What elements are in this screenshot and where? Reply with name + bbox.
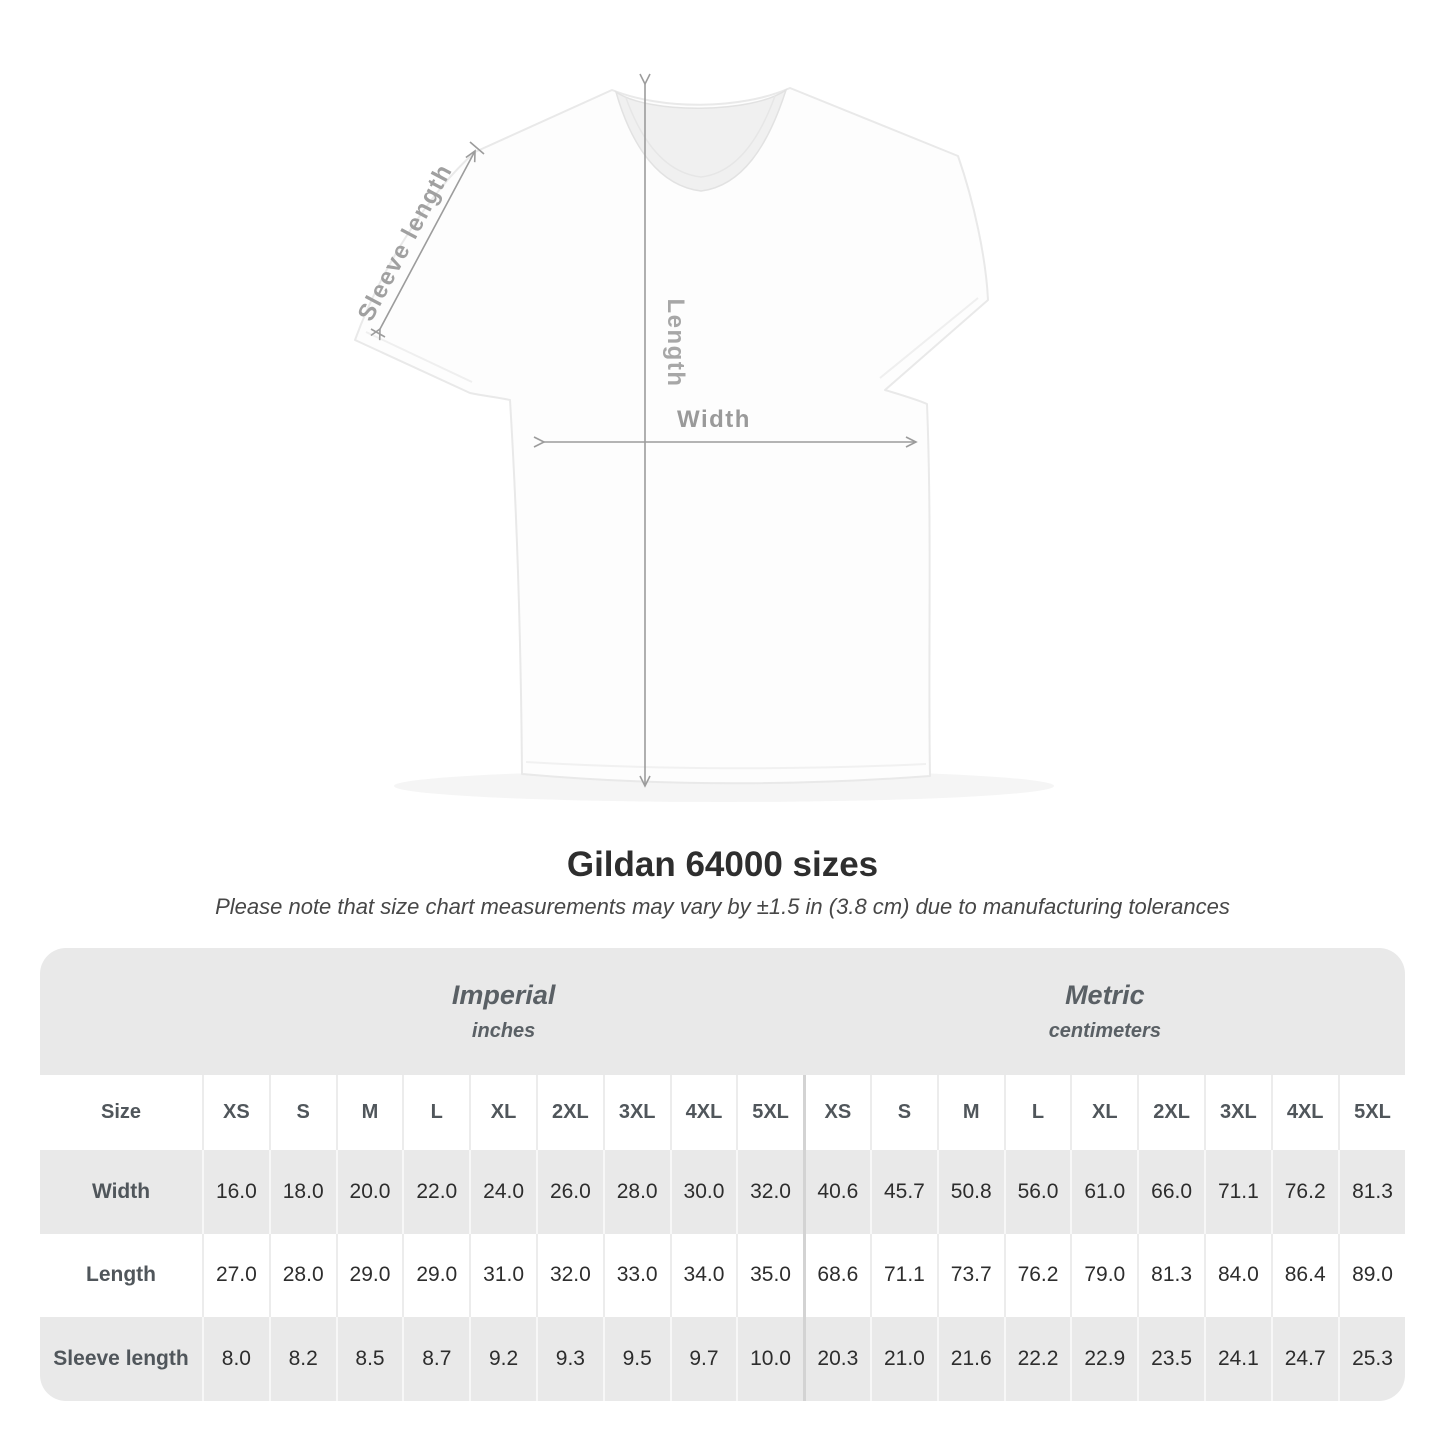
measurement-cell: 8.0 [203, 1317, 270, 1401]
measurement-cell: 31.0 [470, 1234, 537, 1318]
size-col-header: M [337, 1075, 404, 1150]
measurement-cell: 21.6 [938, 1317, 1005, 1401]
size-col-header: 2XL [537, 1075, 604, 1150]
measurement-cell: 76.2 [1005, 1234, 1072, 1318]
tshirt-measurement-diagram [300, 60, 1060, 830]
measurement-cell: 9.7 [671, 1317, 738, 1401]
size-col-header: XL [1071, 1075, 1138, 1150]
measurement-cell: 89.0 [1339, 1234, 1405, 1318]
size-col-header: L [403, 1075, 470, 1150]
measurement-cell: 84.0 [1205, 1234, 1272, 1318]
measurement-cell: 40.6 [804, 1150, 871, 1234]
measurement-cell: 50.8 [938, 1150, 1005, 1234]
table-body [40, 1150, 1405, 1401]
size-col-header: M [938, 1075, 1005, 1150]
measurement-cell: 16.0 [203, 1150, 270, 1234]
measurement-cell: 23.5 [1138, 1317, 1205, 1401]
size-col-header: 2XL [1138, 1075, 1205, 1150]
imperial-label: Imperial [451, 980, 556, 1010]
size-corner-label: Size [100, 1101, 142, 1123]
size-col-header: S [871, 1075, 938, 1150]
measurement-row [40, 1317, 1405, 1401]
measurement-cell: 27.0 [203, 1234, 270, 1318]
page-title: Gildan 64000 sizes [566, 845, 879, 884]
measurement-cell: 9.5 [604, 1317, 671, 1401]
sleeve-length-label: Sleeve length [352, 159, 459, 326]
measurement-cell: 8.2 [270, 1317, 337, 1401]
imperial-group-header [203, 948, 804, 1075]
measurement-cell: 61.0 [1071, 1150, 1138, 1234]
measurement-cell: 8.5 [337, 1317, 404, 1401]
measurement-cell: 34.0 [671, 1234, 738, 1318]
size-col-header: 3XL [1205, 1075, 1272, 1150]
measurement-cell: 18.0 [270, 1150, 337, 1234]
measurement-cell: 29.0 [337, 1234, 404, 1318]
measurement-cell: 22.2 [1005, 1317, 1072, 1401]
size-col-header: 5XL [737, 1075, 804, 1150]
size-table [40, 948, 1405, 1401]
width-label: Width [677, 406, 751, 433]
size-col-header: XS [203, 1075, 270, 1150]
measurement-cell: 30.0 [671, 1150, 738, 1234]
measurement-cell: 29.0 [403, 1234, 470, 1318]
size-col-header: XL [470, 1075, 537, 1150]
measurement-cell: 76.2 [1272, 1150, 1339, 1234]
measurement-cell: 10.0 [737, 1317, 804, 1401]
measurement-cell: 25.3 [1339, 1317, 1405, 1401]
measurement-cell: 32.0 [737, 1150, 804, 1234]
measurement-cell: 68.6 [804, 1234, 871, 1318]
measurement-cell: 22.9 [1071, 1317, 1138, 1401]
size-chart-card [40, 948, 1405, 1401]
measurement-cell: 35.0 [737, 1234, 804, 1318]
measurement-cell: 79.0 [1071, 1234, 1138, 1318]
measurement-cell: 21.0 [871, 1317, 938, 1401]
size-col-header: 4XL [1272, 1075, 1339, 1150]
measurement-cell: 66.0 [1138, 1150, 1205, 1234]
tshirt-illustration [300, 60, 1060, 830]
measurement-cell: 26.0 [537, 1150, 604, 1234]
measurement-cell: 81.3 [1339, 1150, 1405, 1234]
measurement-cell: 73.7 [938, 1234, 1005, 1318]
row-label: Sleeve length [53, 1347, 189, 1371]
measurement-cell: 24.1 [1205, 1317, 1272, 1401]
tshirt-body [352, 88, 988, 783]
measurement-cell: 86.4 [1272, 1234, 1339, 1318]
unit-group-row [40, 948, 1405, 1075]
measurement-cell: 71.1 [1205, 1150, 1272, 1234]
measurement-cell: 32.0 [537, 1234, 604, 1318]
metric-label: Metric [1065, 980, 1145, 1010]
measurement-cell: 24.7 [1272, 1317, 1339, 1401]
measurement-cell: 33.0 [604, 1234, 671, 1318]
length-label: Length [662, 298, 689, 388]
measurement-row [40, 1150, 1405, 1234]
row-label: Length [86, 1263, 156, 1287]
measurement-cell: 81.3 [1138, 1234, 1205, 1318]
size-col-header: L [1005, 1075, 1072, 1150]
size-col-header: 4XL [671, 1075, 738, 1150]
imperial-unit: inches [471, 1020, 536, 1042]
size-col-header: 3XL [604, 1075, 671, 1150]
measurement-cell: 9.2 [470, 1317, 537, 1401]
measurement-cell: 8.7 [403, 1317, 470, 1401]
size-col-header: S [270, 1075, 337, 1150]
group-corner-cell [40, 948, 203, 1075]
measurement-cell: 71.1 [871, 1234, 938, 1318]
measurement-row [40, 1234, 1405, 1318]
measurement-cell: 9.3 [537, 1317, 604, 1401]
row-label: Width [91, 1179, 151, 1203]
measurement-cell: 45.7 [871, 1150, 938, 1234]
measurement-cell: 24.0 [470, 1150, 537, 1234]
size-col-header: XS [804, 1075, 871, 1150]
measurement-cell: 56.0 [1005, 1150, 1072, 1234]
metric-group-header [804, 948, 1405, 1075]
measurement-cell: 28.0 [604, 1150, 671, 1234]
measurement-cell: 20.0 [337, 1150, 404, 1234]
measurement-cell: 28.0 [270, 1234, 337, 1318]
measurement-cell: 22.0 [403, 1150, 470, 1234]
metric-unit: centimeters [1048, 1020, 1161, 1042]
size-col-header: 5XL [1339, 1075, 1405, 1150]
measurement-cell: 20.3 [804, 1317, 871, 1401]
size-header-row [40, 1075, 1405, 1150]
tolerance-note: Please note that size chart measurements may vary by ±1.5 in (3.8 cm) due to manufacturing tolerances [215, 894, 1230, 919]
